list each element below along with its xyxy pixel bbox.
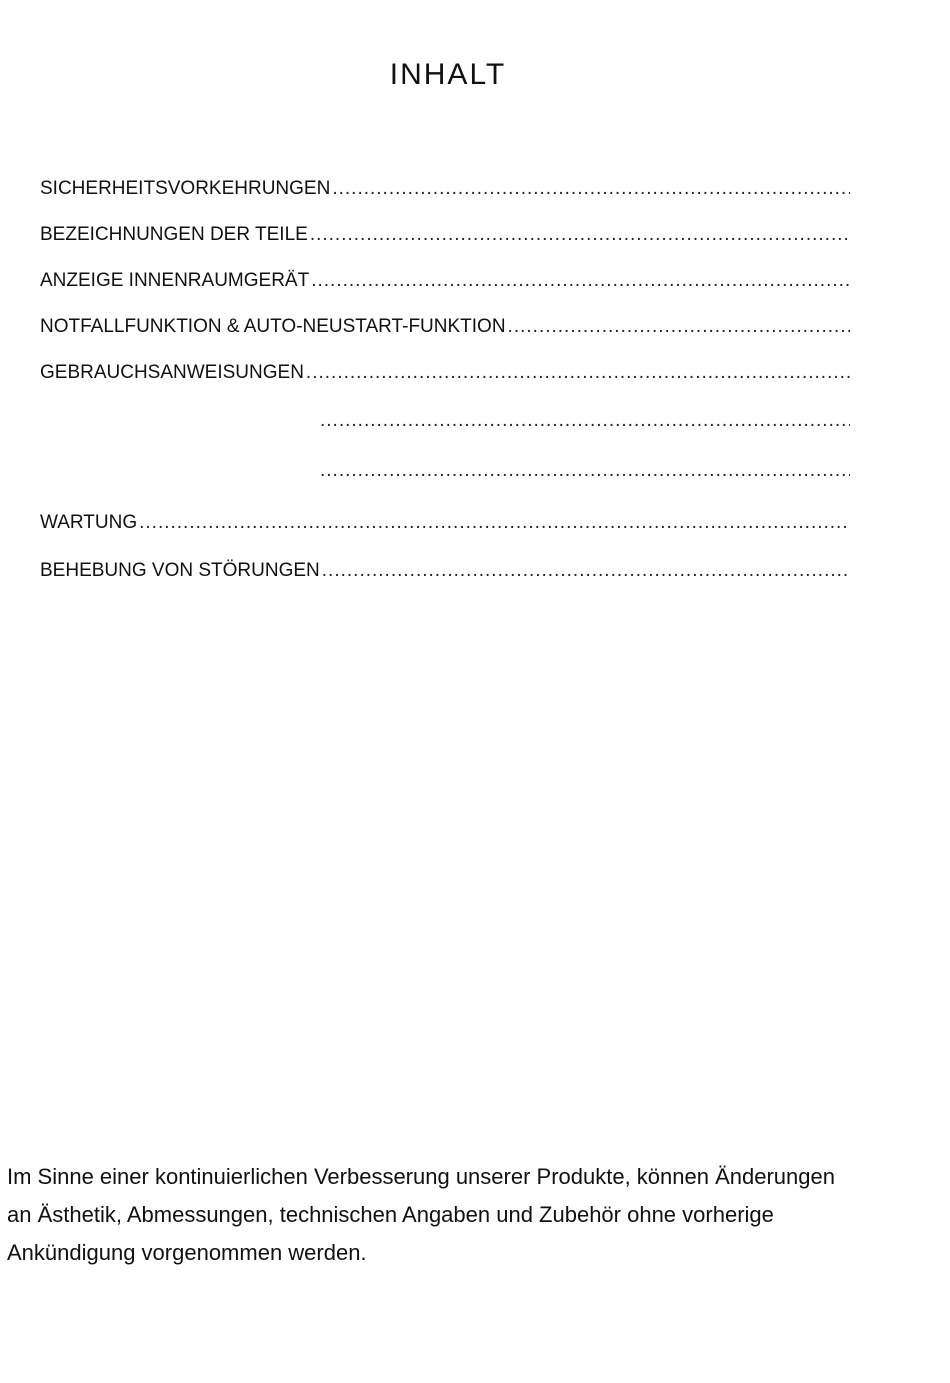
change-notice	[7, 1158, 947, 1272]
toc-entry-indoor-display[interactable]	[40, 266, 850, 292]
toc-entry-label: ANZEIGE INNENRAUMGERÄT	[40, 270, 310, 291]
toc-dot-leader	[139, 512, 850, 534]
toc-entry-label: WARTUNG	[40, 512, 138, 533]
toc-entry-label: BEHEBUNG VON STÖRUNGEN	[40, 560, 320, 581]
toc-entry-emergency-function[interactable]	[40, 312, 850, 338]
toc-dot-leader	[332, 178, 850, 200]
toc-dot-leader	[311, 270, 850, 292]
toc-entry-maintenance[interactable]	[40, 508, 850, 534]
toc-entry-label: BEZEICHNUNGEN DER TEILE	[40, 224, 308, 245]
toc-dot-leader	[508, 316, 850, 338]
notice-line: Im Sinne einer kontinuierlichen Verbesserung unserer Produkte, können Änderungen	[7, 1164, 835, 1189]
toc-entry-safety[interactable]	[40, 174, 850, 200]
toc-continuation-leader	[320, 456, 850, 482]
notice-line: an Ästhetik, Abmessungen, technischen Angaben und Zubehör ohne vorherige	[7, 1202, 774, 1227]
toc-continuation-leader	[320, 406, 850, 432]
notice-line: Ankündigung vorgenommen werden.	[7, 1240, 367, 1265]
toc-entry-parts[interactable]	[40, 220, 850, 246]
toc-dot-leader	[306, 362, 850, 384]
toc-dot-leader	[310, 224, 850, 246]
toc-dot-leader	[322, 560, 850, 582]
toc-entry-troubleshooting[interactable]	[40, 556, 850, 582]
toc-entry-operating-instructions[interactable]	[40, 358, 850, 384]
toc-entry-label: NOTFALLFUNKTION & AUTO-NEUSTART-FUNKTION	[40, 316, 506, 337]
toc-entry-label: SICHERHEITSVORKEHRUNGEN	[40, 178, 331, 199]
toc-dot-leader	[320, 410, 850, 432]
toc-dot-leader	[320, 460, 850, 482]
toc-entry-label: GEBRAUCHSANWEISUNGEN	[40, 362, 304, 383]
page-title: INHALT	[389, 58, 507, 91]
